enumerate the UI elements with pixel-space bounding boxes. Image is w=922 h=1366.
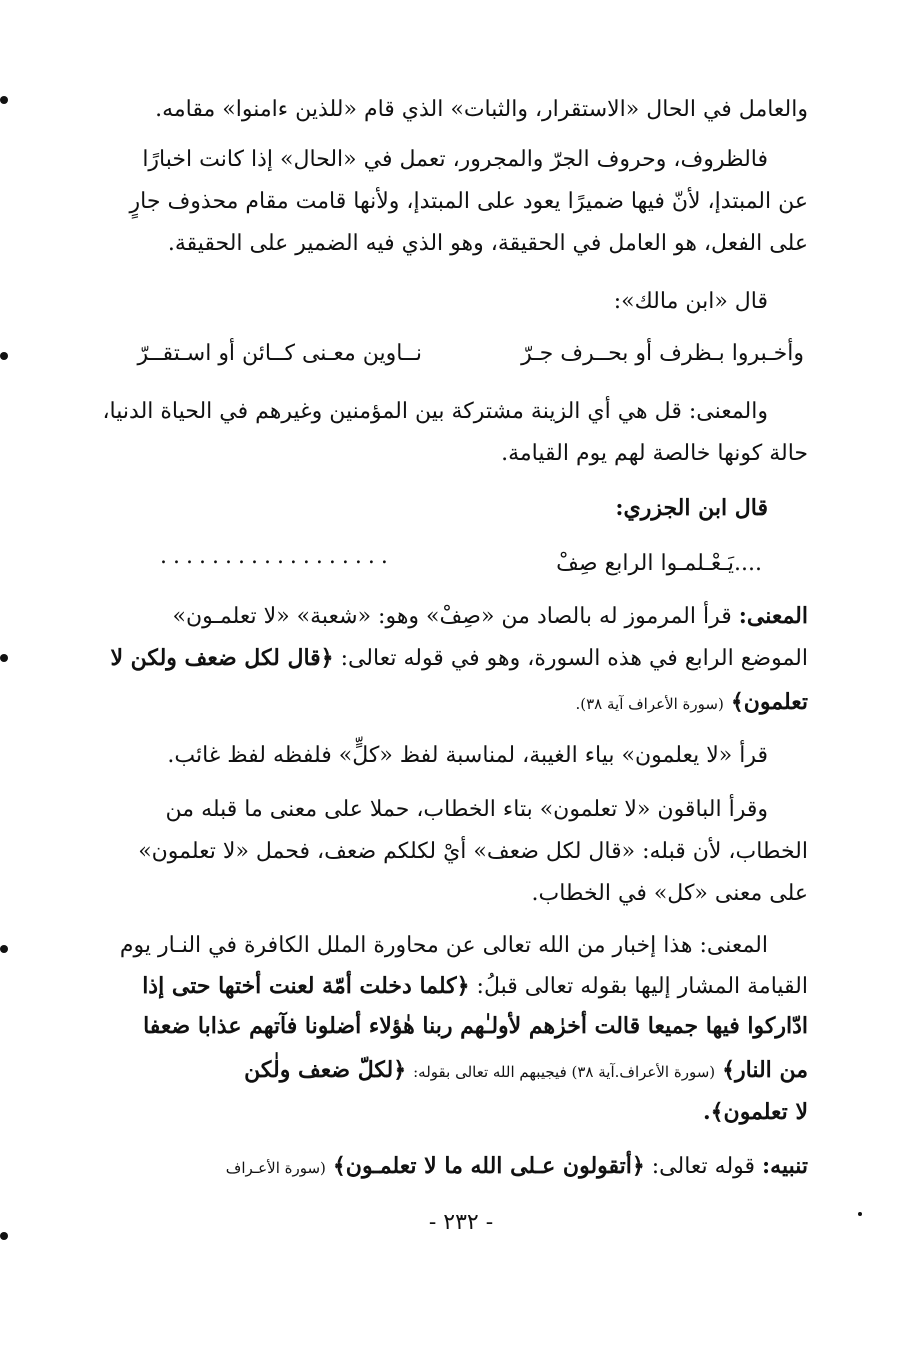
quran-quote: تعلمون﴾ [730, 689, 808, 715]
citation: (سورة الأعراف آية ٣٨). [575, 695, 724, 713]
text-span: قرأ المرموز له بالصاد من «صِفْ» وهو: «شعبة» «لا تعلمـون» [172, 604, 732, 629]
text-span: قال «ابن مالك»: [613, 289, 768, 314]
scan-mark [858, 1212, 862, 1216]
text-span: فالظروف، وحروف الجرّ والمجرور، تعمل في «الحال» إذا كانت اخبارًا [142, 147, 768, 172]
paragraph-line [100, 736, 808, 776]
text-span: الموضع الرابع في هذه السورة، وهو في قوله تعالى: [340, 646, 808, 671]
text-line: والعامل في الحال «الاستقرار، والثبات» الذي قام «للذين ءامنوا» مقامه. [155, 97, 808, 122]
quote-intro [100, 282, 808, 322]
paragraph-line [100, 140, 808, 180]
page-number: - ٢٣٢ - [428, 1210, 494, 1235]
paragraph-line: على معنى «كل» في الخطاب. [531, 881, 808, 906]
verse-dots: .................. [160, 544, 394, 569]
citation: (سورة الأعراف.آية ٣٨) فيجيبهم الله تعالى بقوله: [413, 1063, 716, 1081]
citation: (سورة الأعـراف [225, 1159, 326, 1177]
paragraph-line [100, 1050, 808, 1090]
paragraph-line [100, 966, 808, 1006]
quote-intro [100, 488, 808, 528]
text-span: قال ابن الجزري: [615, 495, 768, 521]
verse-hemistich-left: نــاوين معـنى كــائن أو اسـتقــرّ [137, 341, 422, 366]
quran-quote: ﴿لكلّ ضعف ولٰكن [244, 1057, 407, 1083]
text-span: قوله تعالى: [651, 1154, 756, 1179]
text-span: القيامة المشار إليها بقوله تعالى قبلُ: [476, 974, 808, 999]
paragraph-line [100, 596, 808, 636]
paragraph-line: حالة كونها خالصة لهم يوم القيامة. [501, 441, 808, 466]
paragraph-line [100, 682, 808, 722]
scan-mark [0, 654, 8, 662]
paragraph-line [100, 926, 808, 966]
text-span: وقرأ الباقون «لا تعلمون» بتاء الخطاب، حملا على معنى ما قبله من [165, 797, 768, 822]
paragraph-line [100, 638, 808, 678]
paragraph-line [100, 392, 808, 432]
paragraph-line: عن المبتدإ، لأنّ فيها ضميرًا يعود على المبتدإ، ولأنها قامت مقام محذوف جارٍ [129, 189, 808, 214]
scan-mark [0, 1232, 8, 1240]
text-span: قرأ «لا يعلمون» بياء الغيبة، لمناسبة لفظ «كلٍّ» فلفظه لفظ غائب. [167, 743, 768, 768]
paragraph-line [100, 790, 808, 830]
quran-quote: ﴿قال لكل ضعف ولكن لا [110, 645, 334, 671]
verse-hemistich-right: وأخـبروا بـظرف أو بحــرف جـرّ [521, 341, 804, 366]
quran-quote-line: ادّاركوا فيها جميعا قالت أخرٰهم لأولـٰهم ربنا هٰؤلاء أضلونا فآتهم عذابا ضعفا [143, 1013, 808, 1039]
paragraph-line [100, 1146, 808, 1186]
text-span: المعنى: [738, 603, 808, 629]
paragraph-line: على الفعل، هو العامل في الحقيقة، وهو الذي فيه الضمير على الحقيقة. [167, 231, 808, 256]
text-span: والمعنى: قل هي أي الزينة مشتركة بين المؤمنين وغيرهم في الحياة الدنيا، [102, 399, 768, 424]
scan-mark [0, 96, 8, 104]
quran-quote-line: لا تعلمون﴾. [702, 1099, 808, 1125]
verse-fragment: ....يَـعْـلمـوا الرابع صِفْ [556, 551, 762, 576]
quran-quote: من النار﴾ [722, 1057, 808, 1083]
text-span: المعنى: هذا إخبار من الله تعالى عن محاورة الملل الكافرة في النـار يوم [119, 933, 768, 958]
note-label: تنبيه: [762, 1153, 808, 1179]
scan-mark [0, 352, 8, 360]
quran-quote: ﴿كلما دخلت أمّة لعنت أختها حتى إذا [142, 973, 470, 999]
scan-mark [0, 945, 8, 953]
quran-quote: ﴿أتقولون عـلى الله ما لا تعلمـون﴾ [332, 1153, 645, 1179]
paragraph-line: الخطاب، لأن قبله: «قال لكل ضعف» أيْ لكلكم ضعف، فحمل «لا تعلمون» [138, 839, 808, 864]
